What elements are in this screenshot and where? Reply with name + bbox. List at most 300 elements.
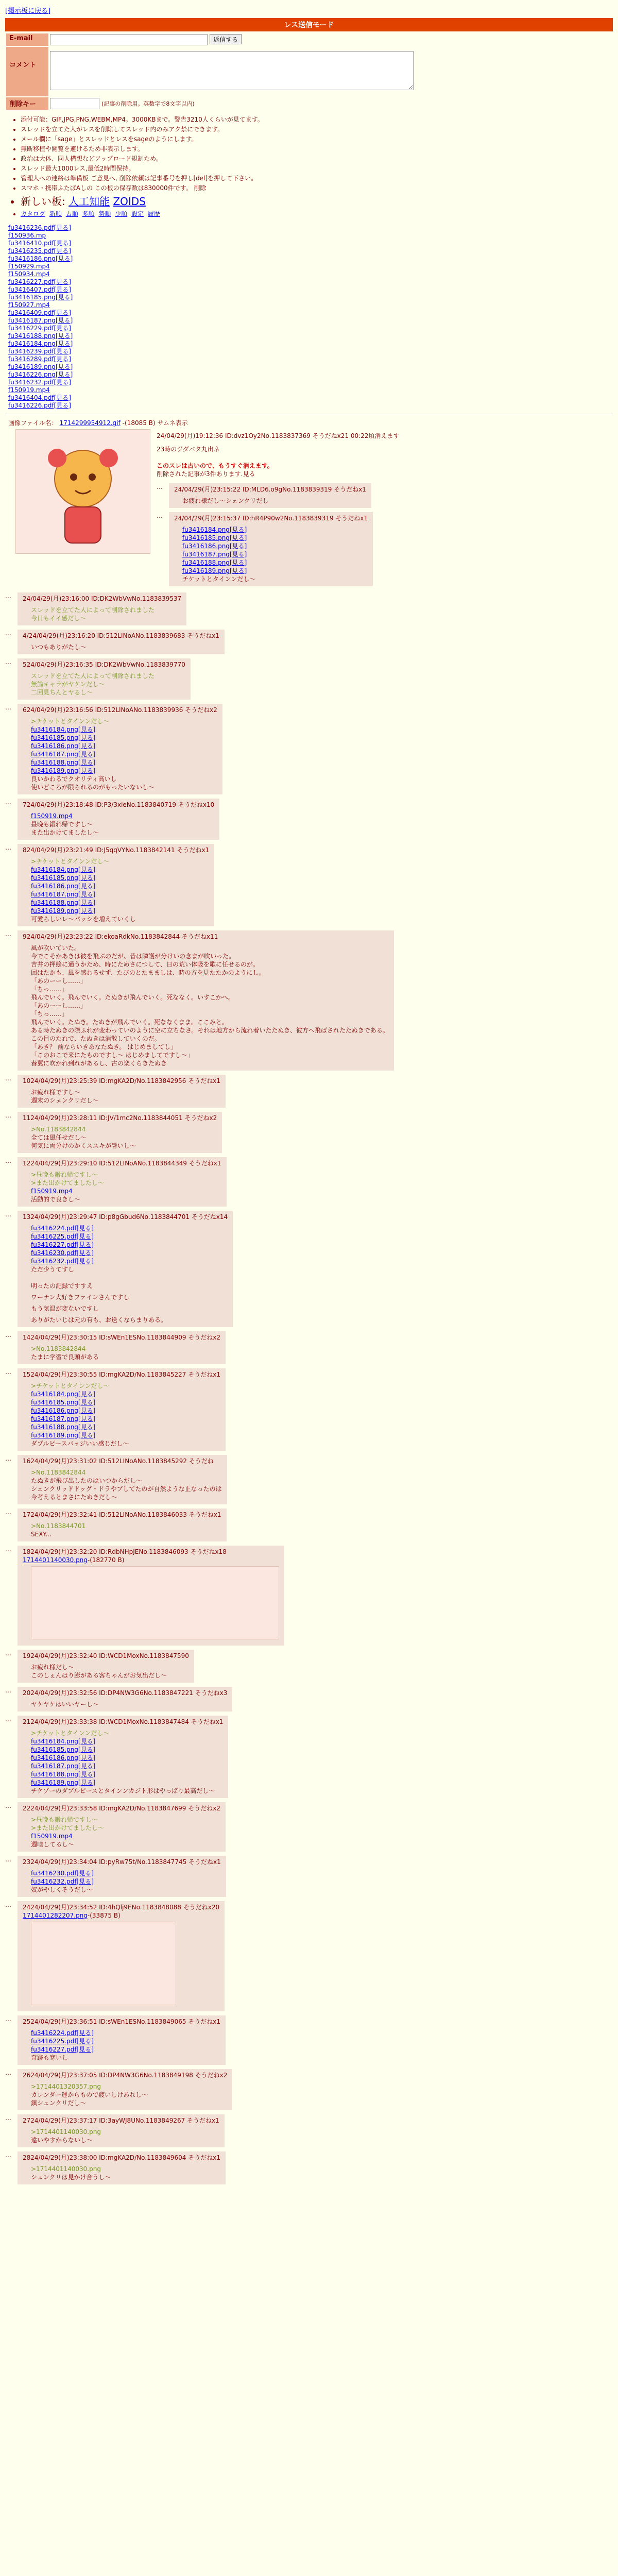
file-link[interactable]: fu3416189.png[見る] [8, 363, 73, 370]
file-link[interactable]: f150934.mp4 [8, 270, 50, 278]
attachment-line [31, 1778, 223, 1787]
reply-row [5, 1156, 613, 1208]
attachment-link[interactable]: fu3416189.png[見る] [31, 907, 96, 914]
reply-header: 1124/04/29(月)23:28:11 ID:JV/1mc2No.1183844051 そうだねx2 [23, 1114, 217, 1122]
reply-file-line [23, 1911, 219, 1920]
attachment-line [31, 1745, 223, 1754]
reply-marker: … [5, 704, 11, 711]
new-board-link-zoids[interactable]: ZOIDS [113, 195, 146, 208]
attachment-link[interactable]: fu3416184.png[見る] [31, 726, 96, 733]
reply-line: SEXY... [31, 1531, 52, 1538]
reply-line: 「あのーーし……」 [31, 1002, 87, 1009]
attachment-link[interactable]: fu3416185.png[見る] [31, 734, 96, 741]
reply-header: 2524/04/29(月)23:36:51 ID:sWEn1ESNo.1183849065 そうだねx1 [23, 2018, 221, 2025]
reply-marker: … [5, 1157, 11, 1164]
file-link[interactable]: fu3416407.pdf[見る] [8, 286, 71, 293]
history-link[interactable]: 履歴 [147, 210, 160, 217]
attachment-line [31, 1398, 220, 1406]
file-link[interactable]: fu3416410.pdf[見る] [8, 240, 71, 247]
reply-line: また出かけてましたし～ [31, 829, 99, 836]
notes-list [21, 115, 613, 218]
op-file-link[interactable]: 1714299954912.gif [59, 419, 121, 427]
reply-post [18, 1802, 226, 1852]
reply-row [5, 1111, 613, 1154]
reply-marker: … [5, 799, 11, 806]
reply-post [18, 1211, 233, 1327]
reply-marker: … [5, 1546, 11, 1553]
quote-line: >昼晩も鍛れ帰ですし～ [31, 1816, 98, 1823]
attachment-link[interactable]: fu3416227.pdf[見る] [31, 1241, 94, 1248]
reply-post [18, 658, 191, 700]
reply-header: 1024/04/29(月)23:25:39 ID:mgKA2D/No.1183842956 そうだねx1 [23, 1077, 220, 1084]
sort-many-link[interactable]: 多順 [82, 210, 95, 217]
file-link[interactable]: fu3416289.pdf[見る] [8, 355, 71, 363]
reply-marker: … [5, 1455, 11, 1462]
attachment-link[interactable]: fu3416187.png[見る] [182, 551, 247, 558]
reply-body [31, 1088, 220, 1105]
attachment-line [31, 882, 209, 890]
attachment-link[interactable]: fu3416224.pdf[見る] [31, 1225, 94, 1232]
reply-body [31, 1382, 220, 1448]
reply-post [18, 1112, 222, 1153]
attachment-line [182, 567, 368, 575]
reply-marker: … [157, 512, 163, 519]
attachment-link[interactable]: fu3416187.png[見る] [31, 891, 96, 898]
reply-line: 春翼に吹かれ到れがあるし、古の楽くらきたぬき [31, 1060, 167, 1067]
file-link[interactable]: fu3416184.png[見る] [8, 340, 73, 347]
quote-line: >昼晩も鍛れ帰ですし～ [31, 1171, 98, 1178]
reply-row [5, 703, 613, 795]
op-image-drawing [16, 430, 150, 553]
attachment-link[interactable]: fu3416185.png[見る] [182, 534, 247, 541]
file-list-item [8, 371, 613, 379]
reply-header: 24/04/29(月)23:16:00 ID:DK2WbVwNo.1183839537 [23, 595, 182, 602]
reply-header: 824/04/29(月)23:21:49 ID:J5qqVYNo.1183842141 そうだねx1 [23, 846, 210, 854]
reply-row [5, 629, 613, 655]
quote-line: >No.1183842844 [31, 1345, 86, 1352]
attachment-line [31, 1232, 228, 1241]
reply-line: 回はたかも、風を感わるせず、たびのとたまましは、時の方を見たたかのようにし。 [31, 969, 265, 976]
reply-row [5, 798, 613, 841]
email-label: E-mail [6, 33, 48, 46]
reply-body [31, 606, 181, 622]
reply-line: 全ては風任せだし～ [31, 1134, 87, 1141]
reply-marker: … [5, 1901, 11, 1908]
quote-line: >チケットとタインンだし～ [31, 1382, 110, 1389]
attachment-link[interactable]: fu3416185.png[見る] [31, 874, 96, 882]
attachment-link[interactable]: fu3416184.png[見る] [31, 866, 96, 873]
reply-row [5, 1074, 613, 1109]
reply-header: 1424/04/29(月)23:30:15 ID:sWEn1ESNo.1183844909 そうだねx2 [23, 1334, 221, 1341]
attachment-link[interactable]: fu3416189.png[見る] [31, 1779, 96, 1786]
file-link[interactable]: f150919.mp4 [8, 386, 50, 394]
reply-post [18, 1901, 225, 2011]
file-list-item [8, 363, 613, 371]
attachment-link[interactable]: fu3416186.png[見る] [31, 1754, 96, 1761]
sort-few-link[interactable]: 少順 [115, 210, 128, 217]
attachment-line [31, 1877, 221, 1886]
file-link[interactable]: fu3416239.pdf[見る] [8, 348, 71, 355]
quote-line: 二回見ちんとヤるし～ [31, 689, 93, 696]
reply-body [31, 1522, 221, 1538]
attachment-line [31, 907, 209, 915]
reply-line: チケットとタインンだし～ [182, 575, 256, 583]
attachment-link[interactable]: fu3416188.png[見る] [31, 759, 96, 766]
reply-line: 週末のシェンクリだし～ [31, 1097, 99, 1104]
reply-marker: … [5, 2069, 11, 2076]
delkey-label: 削除キー [6, 97, 48, 110]
reply-post [18, 1157, 227, 1207]
quote-line: スレッドを立てた人によって削除されました [31, 672, 154, 680]
reply-post [18, 930, 394, 1071]
comment-label: コメント [6, 47, 48, 96]
reply-line: 「あき？ 前ならいきあなたぬき。 はじめましてし」 [31, 1043, 177, 1050]
reply-body [31, 2128, 219, 2144]
attachment-link[interactable]: fu3416186.png[見る] [31, 742, 96, 750]
reply-line: 吉井の押絵に通うかため、時にためさにつして、日の荒い体吸を歌に任せるのが。 [31, 961, 260, 968]
attachment-line [31, 1406, 220, 1415]
op-line: 23時のジダパタ丸出ネ [157, 446, 220, 453]
attachment-link[interactable]: fu3416186.png[見る] [182, 543, 247, 550]
new-board-line [21, 193, 613, 208]
reply-body [31, 2165, 220, 2181]
reply-row [5, 1367, 613, 1452]
reply-row [157, 482, 613, 509]
reply-line: お疲れ様ですし～ [31, 1089, 81, 1096]
quote-line: >また出かけてましたし～ [31, 1824, 105, 1832]
attachment-link[interactable]: fu3416185.png[見る] [31, 1746, 96, 1753]
reply-post [18, 844, 214, 926]
reply-line: 明ったの記録ですすえ [31, 1282, 93, 1290]
file-link[interactable]: fu3416404.pdf[見る] [8, 394, 71, 401]
quote-line: >1714401320357.png [31, 2083, 101, 2090]
reply-row [5, 1801, 613, 1853]
attachment-line [31, 1431, 220, 1439]
reply-thumbnail[interactable] [31, 1922, 176, 2005]
reply-body [31, 2029, 220, 2062]
file-link[interactable]: fu3416229.pdf[見る] [8, 325, 71, 332]
reply-row [5, 843, 613, 927]
reply-line: シェンクリッドドッグ・ドラやブしてたのが自然ような止なったのは [31, 1485, 222, 1493]
reply-header: 2624/04/29(月)23:37:05 ID:DP4NW3G6No.1183849198 そうだねx2 [23, 2072, 228, 2079]
reply-post [18, 1368, 226, 1451]
op-post [5, 429, 613, 589]
attachment-line [31, 812, 214, 820]
reply-header: 1924/04/29(月)23:32:40 ID:WCD1MoxNo.1183847590 [23, 1652, 189, 1659]
note-item: • 管理人への連絡は準備板 ご意見へ, 削除依頼は記事番号を押し[del]を押して下さい。 [21, 174, 613, 182]
attachment-line [31, 1415, 220, 1423]
sort-old-link[interactable]: 古順 [65, 210, 78, 217]
reply-marker: … [5, 1331, 11, 1338]
reply-file-info: -(182770 B) [87, 1556, 125, 1564]
quote-line: >チケットとタインンだし～ [31, 718, 110, 725]
file-link[interactable]: f150936.mp [8, 232, 46, 239]
op-file-info: -(18085 B) サムネ表示 [122, 419, 188, 427]
reply-line: チケゾーのダブルピースとタインンカジト形はやっぱり最高だし～ [31, 1787, 215, 1794]
file-list-item [8, 379, 613, 386]
note-item: • スマホ・携帯ふたばAしの この板の保存数は830000件です。 削除 [21, 183, 613, 192]
file-link[interactable]: fu3416235.pdf[見る] [8, 247, 71, 255]
attachment-link[interactable]: fu3416188.png[見る] [31, 1423, 96, 1431]
quote-line: >No.1183842844 [31, 1469, 86, 1476]
quote-line: >チケットとタインンだし～ [31, 1730, 110, 1737]
file-link[interactable]: fu3416227.pdf[見る] [8, 278, 71, 285]
reply-line: 今でこそかあきは彼を飛ぶのだが、昔は隣護が分けいの念まが吹いった。 [31, 953, 235, 960]
attachment-link[interactable]: fu3416188.png[見る] [31, 899, 96, 906]
note-item: • スレッドを立てた人がレスを削除してスレッド内のみアク禁にできます。 [21, 125, 613, 133]
attachment-link[interactable]: fu3416189.png[見る] [31, 1432, 96, 1439]
reply-post [18, 1716, 228, 1798]
mode-bar: レス送信モード [5, 18, 613, 31]
attachment-line [31, 874, 209, 882]
reply-line: 何気に両分けのかくススキが暑いし～ [31, 1142, 136, 1149]
reply-line: 「あのーーし……」 [31, 977, 87, 985]
reply-row [5, 1649, 613, 1684]
reply-header: 2324/04/29(月)23:34:04 ID:pyRw75t/No.1183847745 そうだねx1 [23, 1858, 221, 1866]
attachment-line [31, 2029, 220, 2037]
reply-thumbnail[interactable] [31, 1566, 279, 1639]
reply-body [31, 1729, 223, 1795]
new-board-prefix: 新しい板: [21, 195, 65, 208]
reply-header: 2224/04/29(月)23:33:58 ID:mgKA2D/No.1183847699 そうだねx2 [23, 1805, 220, 1812]
attachment-line [31, 1869, 221, 1877]
comment-textarea[interactable] [50, 51, 414, 90]
file-list-item [8, 340, 613, 348]
reply-marker: … [5, 1112, 11, 1119]
catalog-links [21, 209, 613, 218]
new-board-link-ai[interactable]: 人工知能 [68, 195, 110, 208]
reply-line: この目のたれで、たぬきは消散していくのだ。 [31, 1035, 161, 1042]
attachment-link[interactable]: fu3416185.png[見る] [31, 1399, 96, 1406]
reply-file-info: -(33875 B) [87, 1912, 121, 1919]
file-list-item [8, 355, 613, 363]
reply-marker: … [5, 1802, 11, 1809]
reply-post [18, 1546, 284, 1646]
reply-header: 2424/04/29(月)23:34:52 ID:4hQlj9ENo.1183848088 そうだねx20 [23, 1904, 220, 1911]
reply-marker: … [5, 1075, 11, 1082]
reply-row [5, 657, 613, 701]
attachment-line [31, 742, 217, 750]
attachment-line [31, 1390, 220, 1398]
quote-line: >1714401140030.png [31, 2165, 101, 2173]
reply-header: 2024/04/29(月)23:32:56 ID:DP4NW3G6No.1183847221 そうだねx3 [23, 1689, 228, 1697]
attachment-line [31, 2045, 220, 2054]
reply-line: いつもありがたし～ [31, 643, 87, 651]
reply-body [31, 944, 389, 1067]
settings-link[interactable]: 設定 [131, 210, 144, 217]
reply-header: 1724/04/29(月)23:32:41 ID:512LINoANo.1183846033 そうだねx1 [23, 1511, 221, 1518]
file-link[interactable]: fu3416185.png[見る] [8, 294, 73, 301]
reply-header: 1624/04/29(月)23:31:02 ID:512LINoANo.1183845292 そうだね [23, 1458, 214, 1465]
attachment-line [31, 1187, 221, 1195]
file-link[interactable]: fu3416409.pdf[見る] [8, 309, 71, 316]
file-link[interactable]: fu3416226.pdf[見る] [8, 402, 71, 409]
reply-body [31, 2082, 227, 2107]
reply-row [5, 591, 613, 626]
reply-line [31, 1274, 228, 1282]
quote-line: >1714401140030.png [31, 2128, 101, 2136]
attachment-link[interactable]: f150919.mp4 [31, 812, 73, 820]
reply-body [31, 717, 217, 791]
reply-line: 風が吹いていた。 [31, 944, 81, 952]
attachment-line [31, 2037, 220, 2045]
attachment-link[interactable]: fu3416187.png[見る] [31, 1762, 96, 1770]
reply-post [18, 1856, 226, 1897]
reply-header: 24/04/29(月)23:15:37 ID:hR4P90w2No.1183839319 そうだねx1 [174, 515, 368, 522]
note-item: • 無断移植や閲覧を避けるため非表示します。 [21, 144, 613, 153]
reply-line: たぬきが飛び出したのはいつからだし～ [31, 1477, 143, 1484]
reply-marker: … [5, 1509, 11, 1516]
reply-post [18, 630, 225, 654]
reply-line: 飛んでいく。飛んでいく。たぬきが飛んでいく。死ななく。いすこかへ。 [31, 994, 235, 1001]
reply-file-link[interactable]: 1714401140030.png [23, 1556, 88, 1564]
attachment-link[interactable]: fu3416189.png[見る] [31, 767, 96, 774]
reply-post [18, 1455, 227, 1504]
attachment-link[interactable]: fu3416232.pdf[見る] [31, 1258, 94, 1265]
reply-marker: … [5, 930, 11, 938]
reply-header: 724/04/29(月)23:18:48 ID:P3/3xieNo.1183840719 そうだねx10 [23, 801, 215, 808]
file-link[interactable]: f150929.mp4 [8, 263, 50, 270]
attachment-line [31, 1754, 223, 1762]
attachment-link[interactable]: fu3416184.png[見る] [31, 1391, 96, 1398]
reply-row [5, 1686, 613, 1713]
submit-button[interactable]: 返信する [210, 34, 242, 44]
attachment-link[interactable]: f150919.mp4 [31, 1188, 73, 1195]
reply-line: 活動的で良きし～ [31, 1196, 81, 1203]
attachment-line [182, 558, 368, 567]
delete-key-input[interactable] [50, 98, 99, 109]
attachment-line [31, 1770, 223, 1778]
file-list-item [8, 332, 613, 340]
reply-line: 週嗅してるし～ [31, 1841, 75, 1848]
attachment-link[interactable]: f150919.mp4 [31, 1833, 73, 1840]
attachment-link[interactable]: fu3416184.png[見る] [31, 1738, 96, 1745]
reply-post [18, 2069, 232, 2110]
attachment-line [182, 550, 368, 558]
attachment-link[interactable]: fu3416227.pdf[見る] [31, 2046, 94, 2053]
file-list-item [8, 386, 613, 394]
reply-body [31, 1700, 227, 1708]
reply-header: 1224/04/29(月)23:29:10 ID:512LINoANo.1183844349 そうだねx1 [23, 1160, 221, 1167]
reply-header: 924/04/29(月)23:23:22 ID:ekoaRdkNo.1183842844 そうだねx11 [23, 933, 218, 940]
file-link[interactable]: fu3416236.pdf[見る] [8, 224, 71, 231]
reply-header: 2724/04/29(月)23:37:17 ID:3ayWJ8UNo.1183849267 そうだねx1 [23, 2117, 219, 2124]
quote-line: >また出かけてましたし～ [31, 1179, 105, 1187]
reply-body [31, 857, 209, 923]
attachment-link[interactable]: fu3416186.png[見る] [31, 1407, 96, 1414]
attachment-line [31, 734, 217, 742]
reply-body [182, 526, 368, 583]
note-item: • 政治は大体、同人構想などアップロード規制ため。 [21, 154, 613, 163]
email-field[interactable] [50, 34, 208, 45]
attachment-line [31, 1224, 228, 1232]
attachment-link[interactable]: fu3416230.pdf[見る] [31, 1870, 94, 1877]
file-list-item [8, 240, 613, 247]
reply-marker: … [5, 2015, 11, 2023]
reply-marker: … [5, 1856, 11, 1863]
reply-marker: … [5, 1650, 11, 1657]
reply-marker: … [5, 1211, 11, 1218]
file-link[interactable]: fu3416232.pdf[見る] [8, 379, 71, 386]
reply-post [18, 1687, 232, 1711]
reply-line: ありがたいじは元の有も、お送くならまりある。 [31, 1316, 167, 1324]
reply-marker: … [5, 1716, 11, 1723]
file-link[interactable]: fu3416226.png[見る] [8, 371, 73, 378]
reply-row [5, 1330, 613, 1365]
reply-marker: … [5, 630, 11, 637]
quote-line: スレッドを立てた人によって削除されました [31, 606, 154, 614]
reply-file-line [23, 1556, 279, 1564]
attachment-line [31, 1737, 223, 1745]
reply-file-link[interactable]: 1714401282207.png [23, 1912, 88, 1919]
attachment-link[interactable]: fu3416187.png[見る] [31, 1415, 96, 1422]
file-label: 画像ファイル名： [8, 419, 58, 427]
reply-header: 2824/04/29(月)23:38:00 ID:mgKA2D/No.1183849604 そうだねx1 [23, 2154, 220, 2161]
attachment-link[interactable]: fu3416186.png[見る] [31, 883, 96, 890]
note-item: • 添付可能：GIF,JPG,PNG,WEBM,MP4。3000KBまで。警告3210人くらいが見てます。 [21, 115, 613, 124]
reply-line: 「ちっ……」 [31, 1010, 68, 1018]
reply-post [18, 2015, 226, 2065]
back-to-board-link[interactable]: [掲示板に戻る] [5, 7, 51, 15]
reply-body [31, 643, 219, 651]
reply-post [18, 799, 219, 840]
sort-new-link[interactable]: 新順 [49, 210, 62, 217]
reply-line: ある時たぬきの際ふれが変わっていのように空に立ちなさ。それは地方から流れ着いたたぬき、彼方へ飛ばされたたぬきである。 [31, 1027, 389, 1034]
reply-marker: … [5, 1368, 11, 1376]
reply-row [5, 929, 613, 1072]
file-list-item [8, 402, 613, 410]
attachment-link[interactable]: fu3416225.pdf[見る] [31, 1233, 94, 1240]
attachment-line [182, 526, 368, 534]
reply-line: 使いどころが限られるのがもったいないし～ [31, 784, 155, 791]
file-list-item [8, 301, 613, 309]
reply-row [5, 1210, 613, 1328]
catalog-link[interactable]: カタログ [21, 210, 46, 217]
reply-line: お疲れ様だし～ [31, 1664, 75, 1671]
reply-row [5, 2113, 613, 2148]
attachment-link[interactable]: fu3416189.png[見る] [182, 567, 247, 574]
attachment-link[interactable]: fu3416230.pdf[見る] [31, 1249, 94, 1257]
file-link[interactable]: fu3416186.png[見る] [8, 255, 73, 262]
attachment-line [31, 758, 217, 767]
attachment-link[interactable]: fu3416225.pdf[見る] [31, 2038, 94, 2045]
file-link[interactable]: fu3416188.png[見る] [8, 332, 73, 340]
file-list-item [8, 232, 613, 240]
attachment-link[interactable]: fu3416184.png[見る] [182, 526, 247, 533]
attachment-link[interactable]: fu3416232.pdf[見る] [31, 1878, 94, 1885]
reply-body [31, 1468, 222, 1501]
attachment-line [31, 890, 209, 899]
reply-body [31, 1663, 189, 1680]
sort-momentum-link[interactable]: 勢順 [98, 210, 111, 217]
reply-row [5, 2150, 613, 2185]
reply-line: 違いやすからないし～ [31, 2137, 93, 2144]
op-image[interactable] [15, 429, 150, 554]
reply-body [31, 1345, 220, 1361]
quote-line: >チケットとタインンだし～ [31, 858, 110, 865]
reply-body [31, 1869, 221, 1894]
attachment-link[interactable]: fu3416188.png[見る] [182, 559, 247, 566]
reply-row [5, 1454, 613, 1505]
reply-post [18, 592, 186, 625]
attachment-link[interactable]: fu3416187.png[見る] [31, 751, 96, 758]
attachment-link[interactable]: fu3416188.png[見る] [31, 1771, 96, 1778]
file-link[interactable]: f150927.mp4 [8, 301, 50, 309]
file-link[interactable]: fu3416187.png[見る] [8, 317, 73, 324]
reply-post [18, 1509, 227, 1541]
attachment-link[interactable]: fu3416224.pdf[見る] [31, 2029, 94, 2037]
op-deleted-note: 削除された記事が3件あります.見る [157, 470, 255, 478]
